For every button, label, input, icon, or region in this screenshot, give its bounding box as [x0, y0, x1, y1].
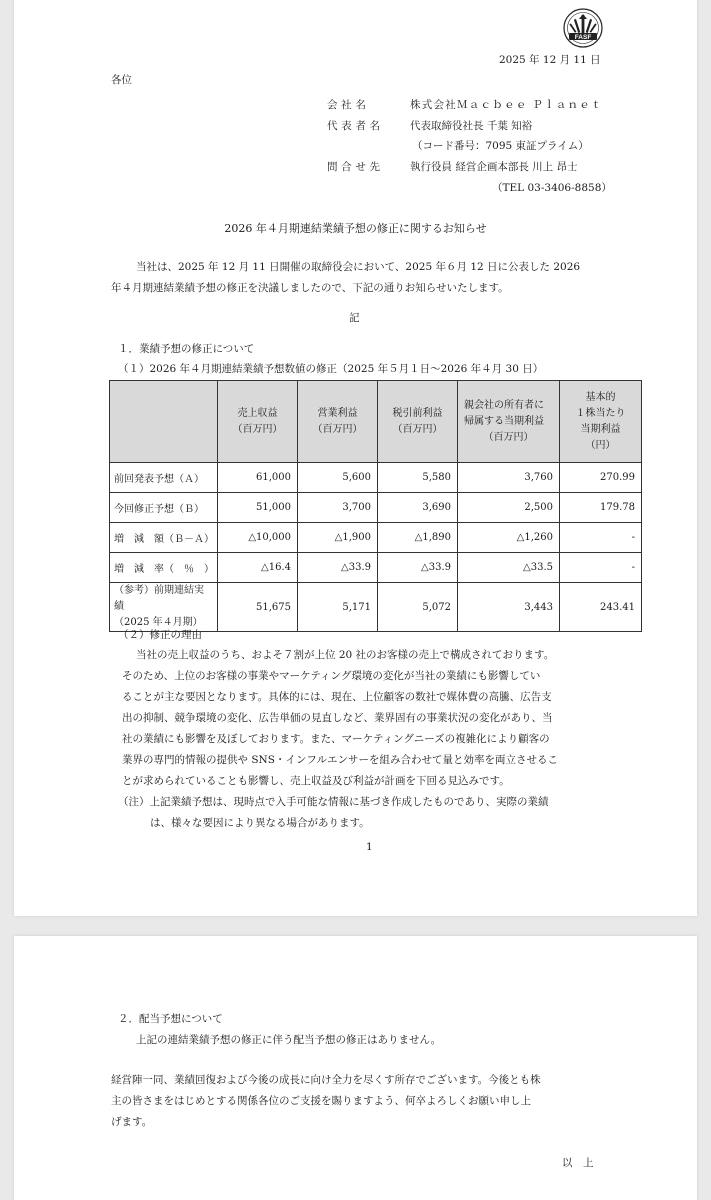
row-label: 今回修正予想（Ｂ） [110, 493, 218, 523]
cell-value: 3,760 [458, 463, 560, 493]
cell-value: - [560, 523, 642, 553]
stock-code: （コード番号：7095 東証プライム） [412, 140, 589, 152]
intro-line-1: 当社は、2025 年 12 月 11 日開催の取締役会において、2025 年６月 12 日に公表した 2026 [136, 261, 581, 273]
cell-value: 5,171 [298, 583, 378, 632]
cell-value: 5,600 [298, 463, 378, 493]
contact-tel: （TEL 03-3406-8858） [492, 182, 612, 194]
document-page-2 [14, 936, 697, 1200]
cell-value: △1,900 [298, 523, 378, 553]
document-title: 2026 年４月期連結業績予想の修正に関するお知らせ [224, 222, 487, 235]
table-header-corner [110, 381, 218, 463]
cell-value: 51,000 [218, 493, 298, 523]
ki-marker: 記 [349, 312, 360, 324]
table-header-operating-profit: 営業利益 （百万円） [298, 381, 378, 463]
intro-line-2: 年４月期連結業績予想の修正を決議しましたので、下記の通りお知らせいたします。 [111, 282, 509, 294]
cell-value: 243.41 [560, 583, 642, 632]
cell-value: 179.78 [560, 493, 642, 523]
table-row [110, 463, 642, 493]
cell-value: 2,500 [458, 493, 560, 523]
note-line-2: は、様々な要因により異なる場合があります。 [150, 817, 370, 829]
row-label: （参考）前期連結実績 （2025 年４月期） [110, 583, 218, 632]
cell-value: 51,675 [218, 583, 298, 632]
representative-value: 代表取締役社長 千葉 知裕 [410, 120, 533, 132]
table-row [110, 553, 642, 583]
reason-line-3: ることが主な要因となります。具体的には、現在、上位顧客の数社で媒体費の高騰、広告支 [122, 691, 552, 703]
cell-value: △10,000 [218, 523, 298, 553]
reason-line-6: 業界の専門的情報の提供や SNS・インフルエンサーを組み合わせて量と効率を両立させるこ [122, 754, 558, 766]
reason-line-7: とが求められていることも影響し、売上収益及び利益が計画を下回る見込みです。 [122, 775, 510, 787]
dividend-line: 上記の連結業績予想の修正に伴う配当予想の修正はありません。 [136, 1034, 442, 1046]
document-page-1 [14, 0, 697, 916]
reason-line-4: 出の抑制、競争環境の変化、広告単価の見直しなど、業界固有の事業状況の変化があり、当 [122, 712, 553, 724]
subsection-1-heading: （１）2026 年４月期連結業績予想数値の修正（2025 年５月１日～2026 年４月 30 日） [118, 363, 544, 375]
representative-label: 代表者名 [327, 120, 384, 132]
cell-value: △1,260 [458, 523, 560, 553]
cell-value: 3,443 [458, 583, 560, 632]
cell-value: - [560, 553, 642, 583]
cell-value: △1,890 [378, 523, 458, 553]
reason-line-2: そのため、上位のお客様の事業やマーケティング環境の変化が当社の業績にも影響してい [122, 670, 541, 682]
page-number: 1 [366, 841, 373, 853]
table-header-eps: 基本的 １株当たり 当期利益 （円） [560, 381, 642, 463]
company-value: 株式会社Ｍａｃｂｅｅ Ｐｌａｎｅｔ [410, 99, 603, 111]
svg-text:FASF: FASF [574, 34, 592, 41]
cell-value: △33.5 [458, 553, 560, 583]
cell-value: △33.9 [378, 553, 458, 583]
contact-label: 問合せ先 [327, 161, 384, 173]
cell-value: 5,072 [378, 583, 458, 632]
table-header-pretax-profit: 税引前利益 （百万円） [378, 381, 458, 463]
section-2-heading: ２．配当予想について [118, 1013, 223, 1025]
cell-value: 5,580 [378, 463, 458, 493]
cell-value: △16.4 [218, 553, 298, 583]
closing-line-1: 経営陣一同、業績回復および今後の成長に向け全力を尽くす所存でございます。今後とも株 [111, 1074, 541, 1086]
row-label: 増 減 率（ ％ ） [110, 553, 218, 583]
cell-value: △33.9 [298, 553, 378, 583]
fasf-logo [562, 6, 604, 58]
reason-line-1: 当社の売上収益のうち、およそ７割が上位 20 社のお客様の売上で構成されております。 [136, 649, 555, 661]
reason-line-5: 社の業績にも影響を及ぼしております。また、マーケティングニーズの複雑化により顧客の [122, 733, 550, 745]
table-row [110, 493, 642, 523]
table-row [110, 523, 642, 553]
note-line-1: （注）上記業績予想は、現時点で入手可能な情報に基づき作成したものであり、実際の業績 [118, 796, 549, 808]
table-header-revenue: 売上収益 （百万円） [218, 381, 298, 463]
cell-value: 270.99 [560, 463, 642, 493]
closing-line-2: 主の皆さまをはじめとする関係各位のご支援を賜りますよう、何卒よろしくお願い申し上 [111, 1095, 531, 1107]
row-label: 前回発表予想（Ａ） [110, 463, 218, 493]
contact-value: 執行役員 経営企画本部長 川上 昂士 [410, 161, 578, 173]
table-row [110, 583, 642, 632]
table-header-row [110, 381, 642, 463]
end-marker: 以 上 [562, 1157, 594, 1169]
document-date: 2025 年 12 月 11 日 [499, 54, 601, 66]
cell-value: 3,690 [378, 493, 458, 523]
addressee: 各位 [111, 74, 132, 86]
cell-value: 61,000 [218, 463, 298, 493]
forecast-table [109, 380, 642, 632]
table-header-net-profit: 親会社の所有者に 帰属する当期利益 （百万円） [458, 381, 560, 463]
company-label: 会社名 [327, 99, 370, 111]
closing-line-3: げます。 [111, 1116, 153, 1128]
subsection-2-heading: （２）修正の理由 [118, 629, 202, 641]
section-1-heading: １．業績予想の修正について [118, 343, 255, 355]
cell-value: 3,700 [298, 493, 378, 523]
row-label: 増 減 額（Ｂ－Ａ） [110, 523, 218, 553]
